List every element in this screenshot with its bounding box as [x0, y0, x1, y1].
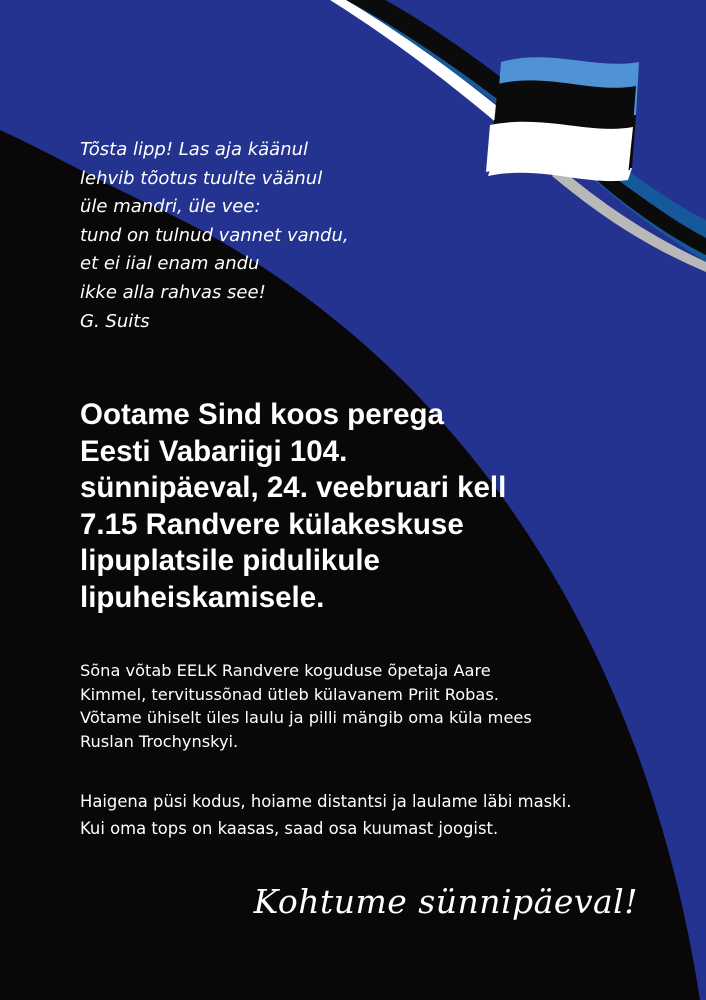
poem-block: [80, 136, 410, 336]
health-notice: [80, 789, 660, 842]
poem-line: lehvib tõotus tuulte väänul: [80, 167, 323, 189]
details-line: Kimmel, tervitussõnad ütleb külavanem Priit Robas.: [80, 684, 499, 704]
poem-line: et ei iial enam andu: [80, 253, 260, 275]
poem-line: tund on tulnud vannet vandu,: [80, 224, 349, 246]
signoff-script: Kohtume sünnipäeval!: [253, 882, 638, 921]
poem-author: G. Suits: [80, 310, 150, 332]
notice-line: Kui oma tops on kaasas, saad osa kuumast joogist.: [80, 818, 499, 838]
headline-line: lipuheiskamisele.: [80, 580, 325, 614]
details-line: Sõna võtab EELK Randvere koguduse õpetaja Aare: [80, 661, 491, 680]
details-line: Võtame ühiselt üles laulu ja pilli mängib oma küla mees: [80, 708, 532, 727]
estonian-flag-icon: [486, 57, 639, 181]
invitation-headline: [80, 397, 640, 617]
headline-line: Eesti Vabariigi 104.: [80, 434, 348, 468]
poem-line: Tõsta lipp! Las aja käänul: [80, 139, 309, 160]
headline-line: lipuplatsile pidulikule: [80, 544, 380, 578]
headline-line: Ootame Sind koos perega: [80, 398, 444, 431]
program-details: [80, 659, 640, 753]
poem-line: ikke alla rahvas see!: [80, 281, 266, 303]
details-line: Ruslan Trochynskyi.: [80, 731, 239, 751]
poem-line: üle mandri, üle vee:: [80, 196, 261, 218]
headline-line: 7.15 Randvere külakeskuse: [80, 507, 464, 541]
headline-line: sünnipäeval, 24. veebruari kell: [80, 471, 507, 505]
notice-line: Haigena püsi kodus, hoiame distantsi ja laulame läbi maski.: [80, 792, 572, 811]
